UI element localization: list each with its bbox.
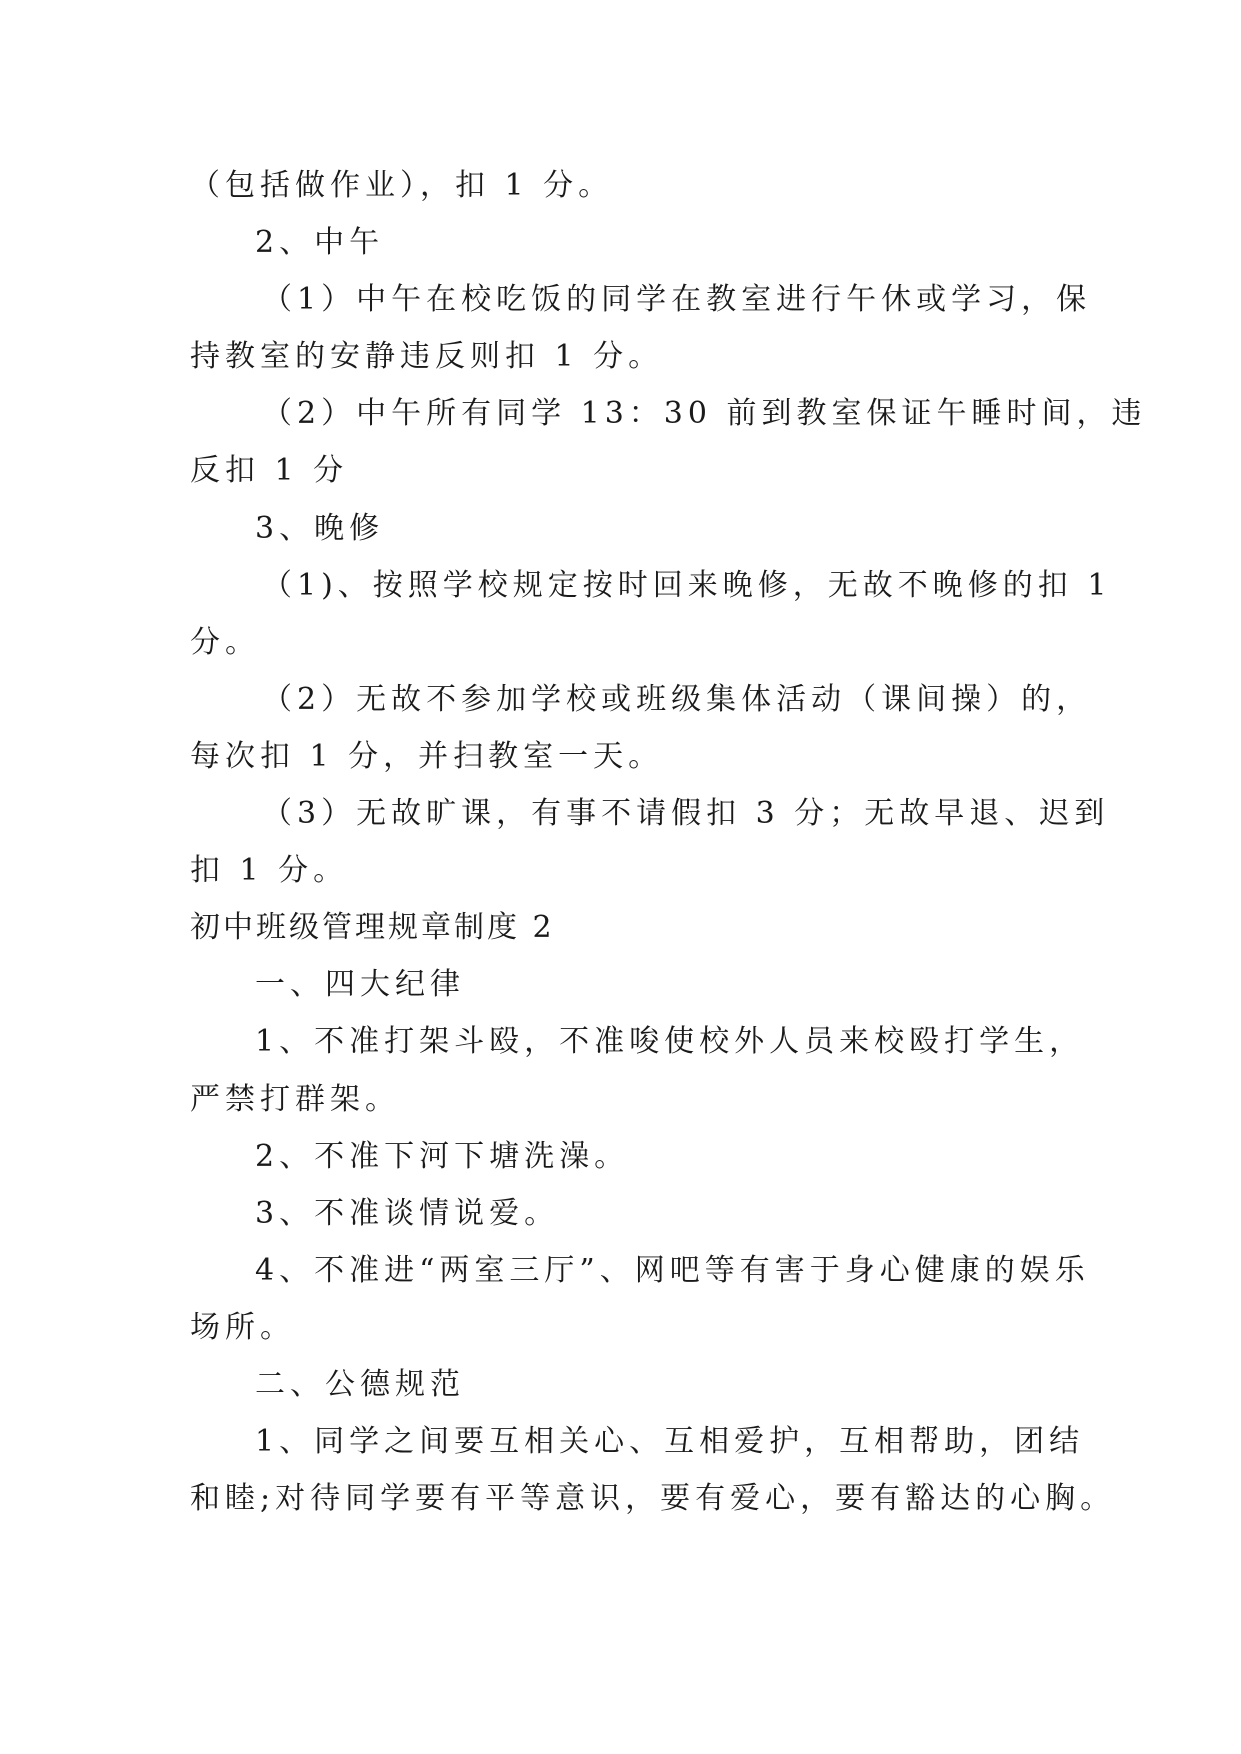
text-line: 1、不准打架斗殴，不准唆使校外人员来校殴打学生， [255, 1024, 1085, 1059]
section-heading: 二、公德规范 [255, 1367, 465, 1402]
text-line: （2）无故不参加学校或班级集体活动（课间操）的， [262, 682, 1092, 717]
section-subheading: 2、中午 [255, 225, 385, 260]
section-heading: 一、四大纪律 [255, 967, 465, 1002]
document-title: 初中班级管理规章制度 2 [190, 910, 555, 945]
text-line: 严禁打群架。 [190, 1082, 400, 1117]
text-line: 持教室的安静违反则扣 1 分。 [190, 339, 664, 374]
text-line: 和睦;对待同学要有平等意识，要有爱心，要有豁达的心胸。 [190, 1481, 1116, 1516]
text-line: 扣 1 分。 [190, 853, 349, 888]
section-subheading: 3、晚修 [255, 511, 385, 546]
text-line: 每次扣 1 分，并扫教室一天。 [190, 739, 664, 774]
text-line: 1、同学之间要互相关心、互相爱护，互相帮助，团结 [255, 1424, 1085, 1459]
text-line: （1)、按照学校规定按时回来晚修，无故不晚修的扣 1 [262, 568, 1112, 603]
text-line: （包括做作业），扣 1 分。 [190, 168, 614, 203]
text-line: （3）无故旷课，有事不请假扣 3 分；无故早退、迟到 [262, 796, 1110, 831]
text-line: 分。 [190, 625, 260, 660]
text-line: 场所。 [190, 1310, 295, 1345]
text-line: 2、不准下河下塘洗澡。 [255, 1139, 630, 1174]
text-line: 4、不准进“两室三厅”、网吧等有害于身心健康的娱乐 [255, 1253, 1090, 1288]
text-line: （1）中午在校吃饭的同学在教室进行午休或学习，保 [262, 282, 1092, 317]
text-line: 反扣 1 分 [190, 453, 349, 488]
text-line: 3、不准谈情说爱。 [255, 1196, 560, 1231]
text-line: （2）中午所有同学 13：30 前到教室保证午睡时间，违 [262, 396, 1147, 431]
